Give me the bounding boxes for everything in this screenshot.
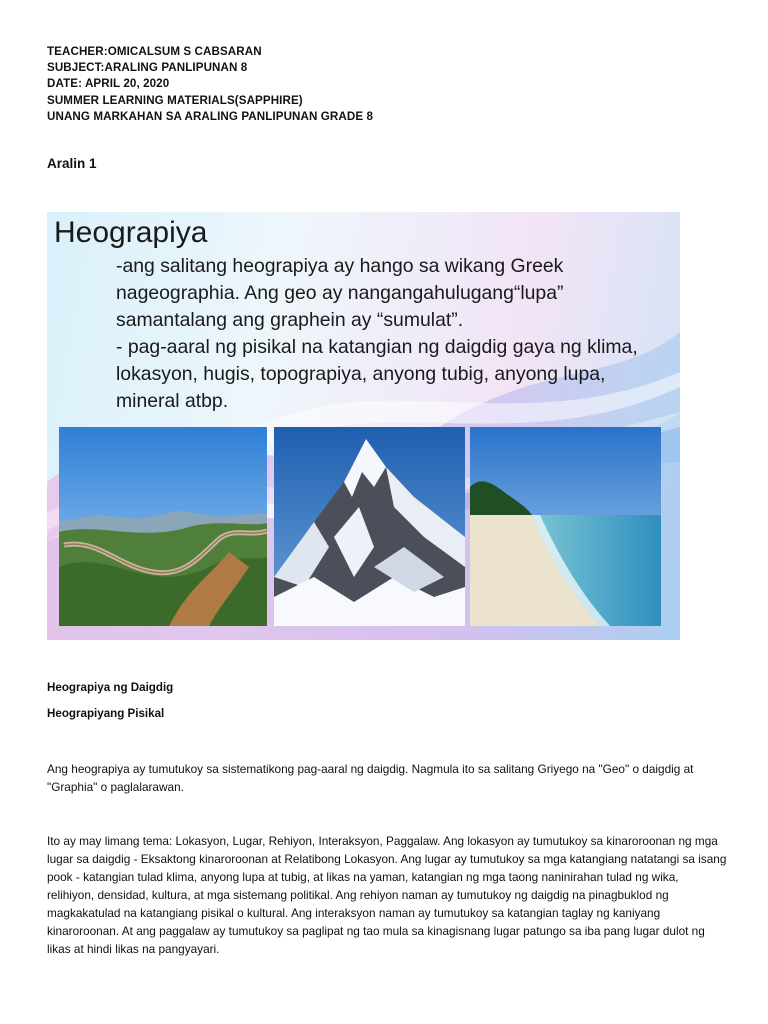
heograpiya-slide <box>47 212 680 640</box>
date-line: DATE: APRIL 20, 2020 <box>47 77 170 91</box>
paragraph-definition: Ang heograpiya ay tumutukoy sa sistematikong pag-aaral ng daigdig. Nagmula ito sa salitang Griyego na "Geo" o daigdig at "Graphia" o paglalarawan. <box>47 762 694 794</box>
beach-photo <box>470 427 661 626</box>
document-header <box>47 44 373 125</box>
paragraph-five-themes: Ito ay may limang tema: Lokasyon, Lugar, Rehiyon, Interaksyon, Paggalaw. Ang lokasyon ay tumutukoy sa kinaroroonan ng mga lugar sa daigdig - Eksaktong kinaroroonan at Relatibong Lokasyon. Ang lugar ay tumutukoy sa mga katangiang natatangi sa isang pook - katangian tulad klima, anyong lupa at tubig, at likas na yaman, katangian ng mga taong naninirahan tulad ng wika, relihiyon, densidad, kultura, at mga sistemang politikal. Ang rehiyon naman ay tumutukoy ng daigdig na pinagbuklod ng magkakatulad na katangiang pisikal o kultural. Ang interaksyon naman ay tumutukoy sa katangian taglay ng kaniyang kinaroroonan. At ang paggalaw ay tumutukoy sa paglipat ng tao mula sa kinagisnang lugar patungo sa iba pang lugar dulot ng likas at hindi likas na pangyayari. <box>47 834 727 956</box>
slide-definition-2: - pag-aaral ng pisikal na katangian ng daigdig gaya ng klima, lokasyon, hugis, topograpiya, anyong tubig, anyong lupa, mineral atbp. <box>116 336 638 412</box>
teacher-line: TEACHER:OMICALSUM S CABSARAN <box>47 45 262 58</box>
heading-heograpiyang-pisikal: Heograpiyang Pisikal <box>47 707 165 720</box>
subject-line: SUBJECT:ARALING PANLIPUNAN 8 <box>47 61 248 75</box>
quarter-line: UNANG MARKAHAN SA ARALING PANLIPUNAN GRADE 8 <box>47 109 374 123</box>
heading-heograpiya-ng-daigdig: Heograpiya ng Daigdig <box>47 681 174 694</box>
slide-body <box>54 253 674 415</box>
slide-title: Heograpiya <box>54 216 208 249</box>
lesson-title: Aralin 1 <box>47 156 97 171</box>
snowy-mountain-photo <box>274 427 465 626</box>
great-wall-photo <box>59 427 267 626</box>
materials-line: SUMMER LEARNING MATERIALS(SAPPHIRE) <box>47 93 303 107</box>
slide-definition-1: -ang salitang heograpiya ay hango sa wikang Greek nageographia. Ang geo ay nangangahulugang“lupa” samantalang ang graphein ay “sumulat”. <box>116 255 564 331</box>
